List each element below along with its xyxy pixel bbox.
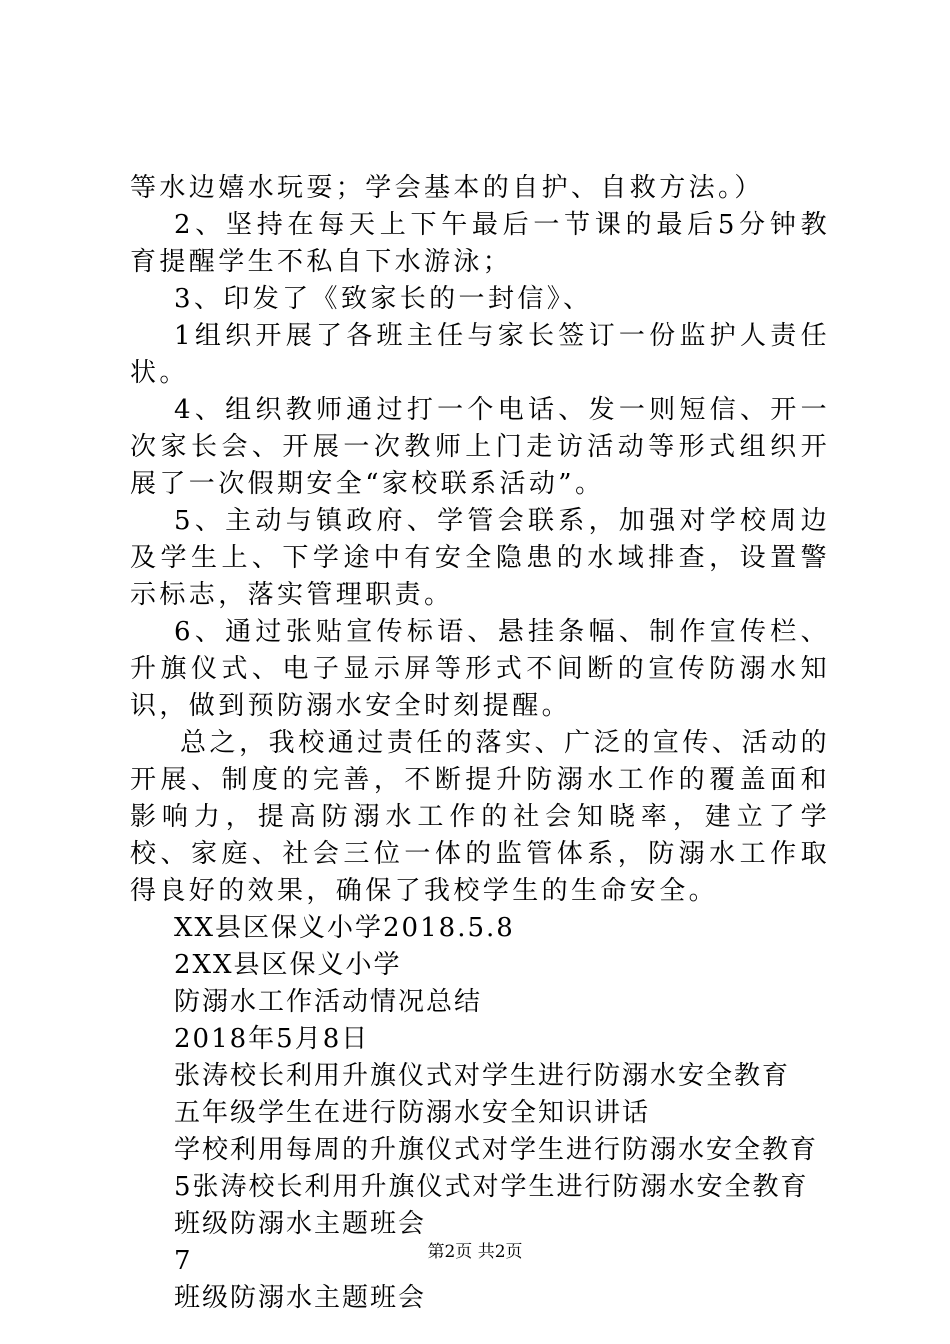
paragraph-continuation: 等水边嬉水玩耍；学会基本的自护、自救方法。） xyxy=(130,173,764,203)
photo-caption: 7 xyxy=(174,1246,193,1276)
paragraph-item-3-sub: 1组织开展了各班主任与家长签订一份监护人责任状。 xyxy=(130,321,830,388)
document-body xyxy=(130,170,830,1317)
date-line: 2018年5月8日 xyxy=(174,1024,370,1054)
photo-caption: 五年级学生在进行防溺水安全知识讲话 xyxy=(174,1098,651,1128)
photo-caption: 班级防溺水主题班会 xyxy=(174,1283,427,1313)
page-footer: 第2页 共2页 xyxy=(427,1242,523,1262)
photo-caption: 5张涛校长利用升旗仪式对学生进行防溺水安全教育 xyxy=(174,1172,809,1202)
signature-line: XX县区保义小学2018.5.8 xyxy=(174,913,515,943)
summary-title-line: 防溺水工作活动情况总结 xyxy=(174,987,483,1017)
photo-caption: 学校利用每周的升旗仪式对学生进行防溺水安全教育 xyxy=(174,1135,819,1165)
paragraph-item-4: 4、组织教师通过打一个电话、发一则短信、开一次家长会、开展一次教师上门走访活动等形式组织开展了一次假期安全“家校联系活动”。 xyxy=(130,395,830,499)
photo-caption: 张涛校长利用升旗仪式对学生进行防溺水安全教育 xyxy=(174,1061,791,1091)
paragraph-item-3: 3、印发了《致家长的一封信》、 xyxy=(174,284,593,314)
paragraph-item-5: 5、主动与镇政府、学管会联系，加强对学校周边及学生上、下学途中有安全隐患的水域排查，设置警示标志，落实管理职责。 xyxy=(130,506,830,610)
paragraph-summary: 总之，我校通过责任的落实、广泛的宣传、活动的开展、制度的完善，不断提升防溺水工作的覆盖面和影响力，提高防溺水工作的社会知晓率，建立了学校、家庭、社会三位一体的监管体系，防溺水工作取得良好的效果，确保了我校学生的生命安全。 xyxy=(130,728,830,906)
photo-caption: 班级防溺水主题班会 xyxy=(174,1209,427,1239)
school-name-line: 2XX县区保义小学 xyxy=(174,950,402,980)
paragraph-item-6: 6、通过张贴宣传标语、悬挂条幅、制作宣传栏、升旗仪式、电子显示屏等形式不间断的宣传防溺水知识，做到预防溺水安全时刻提醒。 xyxy=(130,617,830,721)
paragraph-item-2: 2、坚持在每天上下午最后一节课的最后5分钟教育提醒学生不私自下水游泳； xyxy=(130,210,830,277)
